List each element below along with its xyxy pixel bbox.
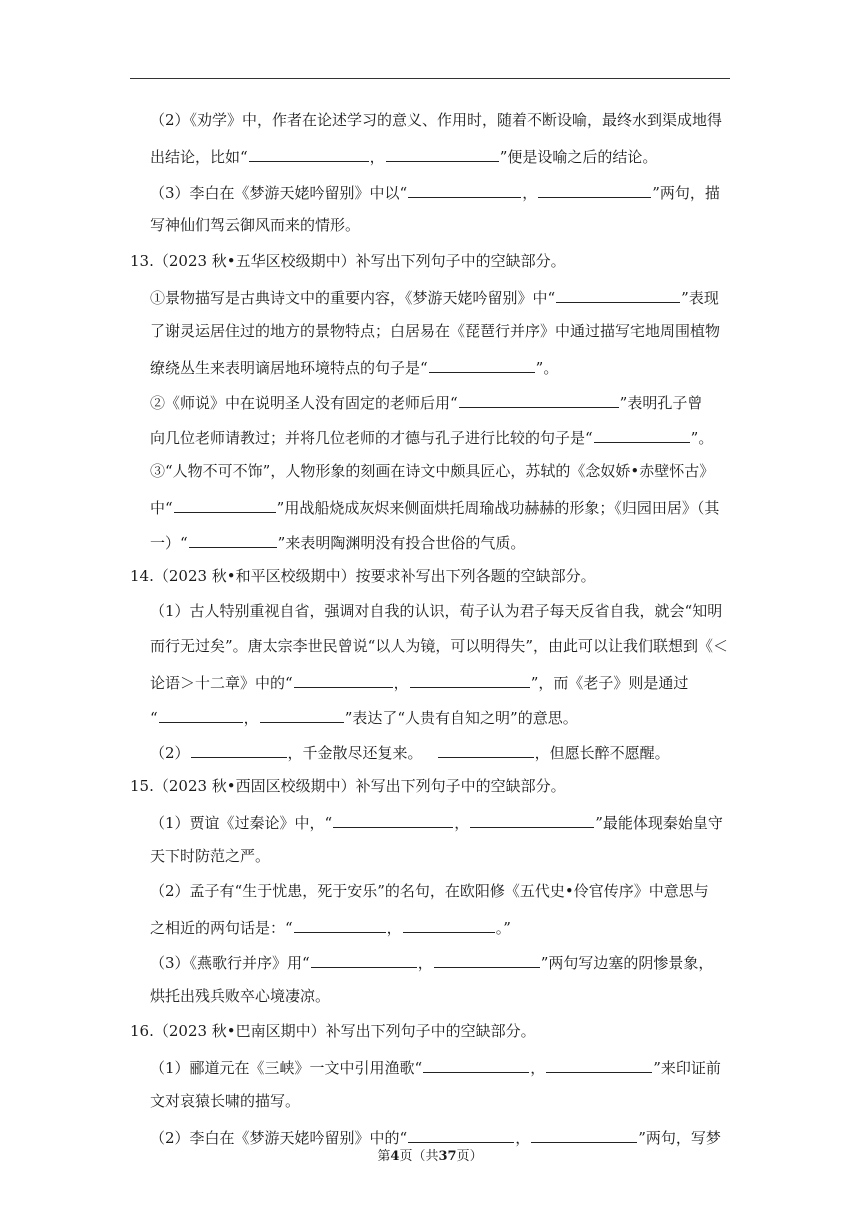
- answer-blank[interactable]: [159, 706, 243, 723]
- footer-prefix: 第: [377, 1149, 391, 1164]
- text: ，: [454, 814, 470, 832]
- text: ”便是设喻之后的结论。: [499, 148, 658, 166]
- q16-p1-line1: [150, 1056, 721, 1078]
- q15-p3-line1: [150, 951, 713, 973]
- text: ②《师说》中在说明圣人没有固定的老师后用“: [150, 394, 458, 412]
- text: 缭绕丛生来表明谪居地环境特点的句子是“: [150, 359, 428, 377]
- text: ，: [393, 674, 409, 692]
- text: 一）“: [150, 534, 188, 552]
- text: （2）李白在《梦游天姥吟留别》中的“: [150, 1129, 408, 1147]
- q15-p3-line2: 烘托出残兵败卒心境凄凉。: [150, 987, 331, 1005]
- question-16-header: 16.（2023 秋•巴南区期中）补写出下列句子中的空缺部分。: [130, 1022, 536, 1040]
- q13-p2-line2: [150, 426, 713, 448]
- answer-blank[interactable]: [408, 1126, 514, 1143]
- q13-p3-line3: [150, 531, 525, 553]
- text: ”来表明陶渊明没有投合世俗的气质。: [277, 534, 526, 552]
- page-footer: [0, 1145, 860, 1164]
- q13-p1-line1: [150, 286, 719, 308]
- total-pages: 37: [438, 1149, 457, 1164]
- text: ”两句，描: [652, 184, 720, 202]
- q13-p1-line3: [150, 356, 558, 378]
- text: ”，而《老子》则是通过: [530, 674, 689, 692]
- text: ，: [243, 709, 259, 727]
- footer-middle: 页（共: [399, 1149, 439, 1164]
- answer-blank[interactable]: [556, 286, 680, 303]
- text: ”表明孔子曾: [619, 394, 703, 412]
- q12-part2-line1: （2）《劝学》中，作者在论述学习的意义、作用时，随着不断设喻，最终水到渠成地得: [150, 111, 723, 129]
- text: ”表达了“人贵有自知之明”的意思。: [344, 709, 578, 727]
- text: （3）《燕歌行并序》用“: [150, 954, 310, 972]
- text: ，: [386, 919, 402, 937]
- answer-blank[interactable]: [410, 671, 530, 688]
- q13-p3-line2: [150, 496, 719, 518]
- answer-blank[interactable]: [423, 1056, 529, 1073]
- answer-blank[interactable]: [333, 811, 453, 828]
- answer-blank[interactable]: [546, 1056, 652, 1073]
- q15-p1-line1: [150, 811, 723, 833]
- text: 。”: [495, 919, 511, 937]
- text: “: [150, 709, 158, 727]
- q12-part2-line2: [150, 145, 657, 167]
- page-number: 4: [390, 1149, 400, 1164]
- footer-suffix: 页）: [456, 1149, 483, 1164]
- text: ，千金散尽还复来。: [287, 744, 423, 762]
- answer-blank[interactable]: [594, 426, 690, 443]
- answer-blank[interactable]: [459, 391, 619, 408]
- q12-part3-line1: [150, 181, 720, 203]
- answer-blank[interactable]: [429, 356, 535, 373]
- answer-blank[interactable]: [470, 811, 594, 828]
- text: 论语＞十二章》中的“: [150, 674, 293, 692]
- text: ”两句，写梦: [638, 1129, 721, 1147]
- text: ”两句写边塞的阴惨景象，: [540, 954, 714, 972]
- text: ，: [530, 1059, 546, 1077]
- answer-blank[interactable]: [249, 145, 369, 162]
- answer-blank[interactable]: [538, 181, 651, 198]
- answer-blank[interactable]: [403, 916, 495, 933]
- answer-blank[interactable]: [311, 951, 417, 968]
- answer-blank[interactable]: [408, 181, 521, 198]
- question-14-header: 14.（2023 秋•和平区校级期中）按要求补写出下列各题的空缺部分。: [130, 567, 596, 585]
- text: （2）: [150, 744, 190, 762]
- header-rule: [130, 78, 730, 79]
- text: ，: [522, 184, 538, 202]
- text: ”。: [535, 359, 559, 377]
- text: 出结论，比如“: [150, 148, 248, 166]
- q14-p1-line3: [150, 671, 688, 693]
- text: ，: [417, 954, 433, 972]
- q13-p1-line2: 了谢灵运居住过的地方的景物特点；白居易在《琵琶行并序》中通过描写宅地周围植物: [150, 322, 721, 340]
- q14-p1-line4: [150, 706, 578, 728]
- text: ，但愿长醉不愿醒。: [534, 744, 670, 762]
- answer-blank[interactable]: [174, 496, 276, 513]
- text: ”。: [690, 429, 714, 447]
- question-13-header: 13.（2023 秋•五华区校级期中）补写出下列句子中的空缺部分。: [130, 252, 566, 270]
- answer-blank[interactable]: [189, 531, 277, 548]
- answer-blank[interactable]: [191, 741, 287, 758]
- q15-p1-line2: 天下时防范之严。: [150, 847, 271, 865]
- answer-blank[interactable]: [438, 741, 534, 758]
- text: （3）李白在《梦游天姥吟留别》中以“: [150, 184, 408, 202]
- q16-p1-line2: 文对哀猿长啸的描写。: [150, 1092, 301, 1110]
- text: 中“: [150, 499, 173, 517]
- q13-p3-line1: ③“人物不可不饰”，人物形象的刻画在诗文中颇具匠心，苏轼的《念奴娇•赤壁怀古》: [150, 462, 715, 480]
- text: ①景物描写是古典诗文中的重要内容，《梦游天姥吟留别》中“: [150, 289, 556, 307]
- q14-p1-line2: 而行无过矣”。唐太宗李世民曾说“以人为镜，可以明得失”，由此可以让我们联想到《＜: [150, 637, 729, 655]
- q14-p2-line: [150, 741, 670, 763]
- q14-p1-line1: （1）古人特别重视自省，强调对自我的认识，荀子认为君子每天反省自我，就会“知明: [150, 602, 723, 620]
- text: ，: [515, 1129, 531, 1147]
- q15-p2-line2: [150, 916, 511, 938]
- text: 之相近的两句话是：“: [150, 919, 293, 937]
- answer-blank[interactable]: [434, 951, 540, 968]
- text: ”来印证前: [653, 1059, 721, 1077]
- answer-blank[interactable]: [294, 916, 386, 933]
- answer-blank[interactable]: [386, 145, 499, 162]
- answer-blank[interactable]: [260, 706, 344, 723]
- text: ”最能体现秦始皇守: [595, 814, 723, 832]
- text: ”表现: [681, 289, 719, 307]
- question-15-header: 15.（2023 秋•西固区校级期中）补写出下列句子中的空缺部分。: [130, 777, 566, 795]
- text: （1）贾谊《过秦论》中，“: [150, 814, 333, 832]
- q12-part3-line2: 写神仙们驾云御风而来的情形。: [150, 216, 361, 234]
- text: ”用战船烧成灰烬来侧面烘托周瑜战功赫赫的形象；《归园田居》（其: [276, 499, 720, 517]
- q15-p2-line1: （2）孟子有“生于忧患，死于安乐”的名句，在欧阳修《五代史•伶官传序》中意思与: [150, 882, 709, 900]
- text: ，: [369, 148, 385, 166]
- text: 向几位老师请教过；并将几位老师的才德与孔子进行比较的句子是“: [150, 429, 593, 447]
- q13-p2-line1: [150, 391, 702, 413]
- answer-blank[interactable]: [294, 671, 393, 688]
- answer-blank[interactable]: [531, 1126, 637, 1143]
- text: （1）郦道元在《三峡》一文中引用渔歌“: [150, 1059, 423, 1077]
